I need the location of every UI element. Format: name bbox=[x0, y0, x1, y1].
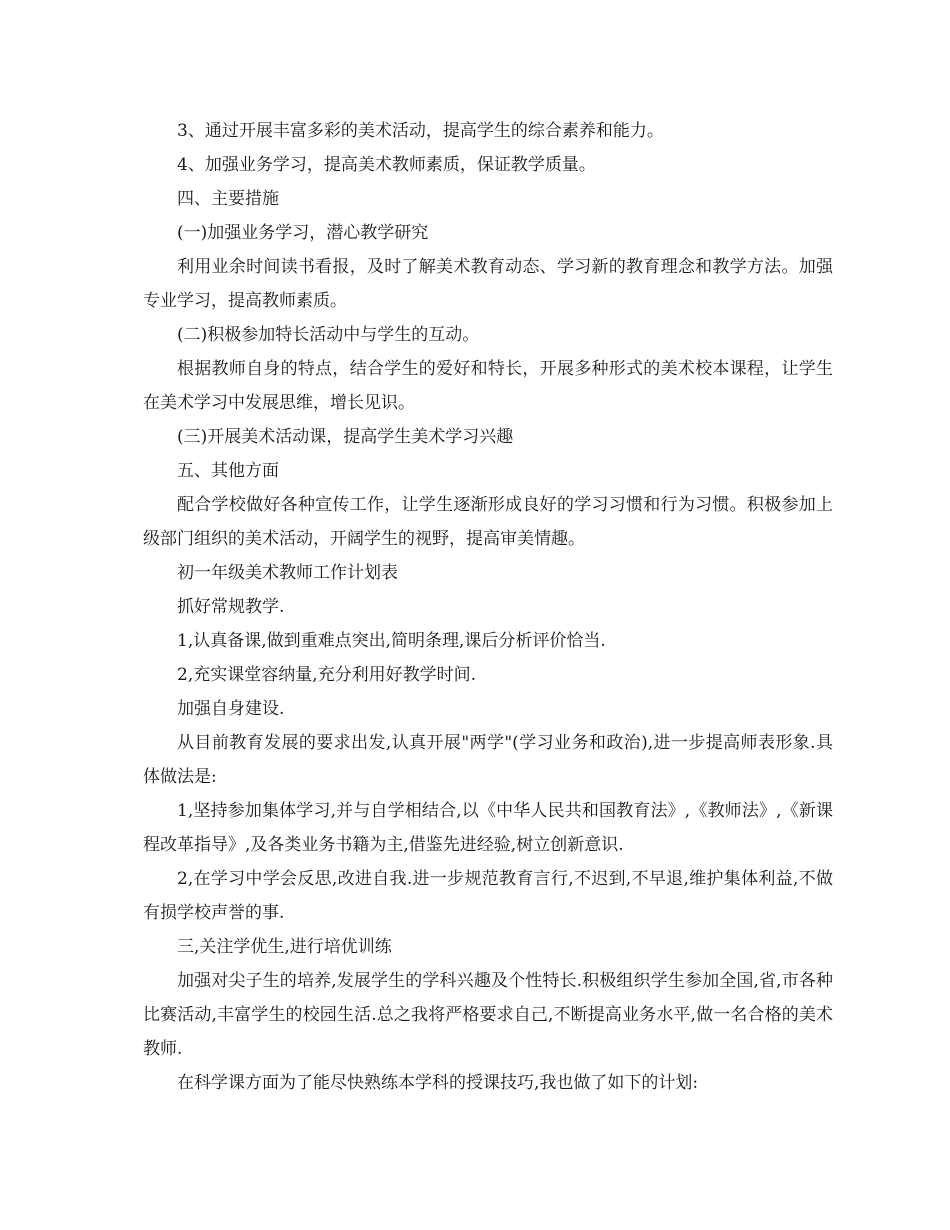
section-heading: 五、其他方面 bbox=[177, 461, 279, 481]
list-item: 2,在学习中学会反思,改进自我.进一步规范教育言行,不迟到,不早退,维护集体利益,不做有损学校声誉的事. bbox=[143, 869, 833, 923]
list-item: 1,坚持参加集体学习,并与自学相结合,以《中华人民共和国教育法》,《教师法》,《新课程改革指导》,及各类业务书籍为主,借鉴先进经验,树立创新意识. bbox=[143, 801, 833, 855]
subsection-heading: (一)加强业务学习，潜心教学研究 bbox=[177, 223, 429, 243]
paragraph: 配合学校做好各种宣传工作，让学生逐渐形成良好的学习习惯和行为习惯。积极参加上级部门组织的美术活动，开阔学生的视野，提高审美情趣。 bbox=[143, 495, 833, 549]
paragraph: 抓好常规教学. bbox=[177, 597, 285, 617]
subsection-heading: (二)积极参加特长活动中与学生的互动。 bbox=[177, 325, 480, 345]
paragraph: 根据教师自身的特点，结合学生的爱好和特长，开展多种形式的美术校本课程，让学生在美术学习中发展思维，增长见识。 bbox=[143, 359, 833, 413]
document-body bbox=[143, 114, 833, 1100]
section-heading: 三,关注学优生,进行培优训练 bbox=[177, 937, 392, 957]
paragraph: 4、加强业务学习，提高美术教师素质，保证教学质量。 bbox=[177, 155, 596, 175]
paragraph: 加强自身建设. bbox=[177, 699, 285, 719]
section-heading: 四、主要措施 bbox=[177, 189, 279, 209]
document-subtitle: 初一年级美术教师工作计划表 bbox=[177, 563, 398, 583]
paragraph: 3、通过开展丰富多彩的美术活动，提高学生的综合素养和能力。 bbox=[177, 121, 664, 141]
paragraph: 从目前教育发展的要求出发,认真开展"两学"(学习业务和政治),进一步提高师表形象.具体做法是: bbox=[143, 733, 833, 787]
paragraph: 加强对尖子生的培养,发展学生的学科兴趣及个性特长.积极组织学生参加全国,省,市各种比赛活动,丰富学生的校园生活.总之我将严格要求自己,不断提高业务水平,做一名合格的美术教师. bbox=[143, 971, 833, 1059]
list-item: 1,认真备课,做到重难点突出,简明条理,课后分析评价恰当. bbox=[177, 631, 606, 651]
paragraph: 在科学课方面为了能尽快熟练本学科的授课技巧,我也做了如下的计划: bbox=[177, 1073, 699, 1093]
paragraph: 利用业余时间读书看报，及时了解美术教育动态、学习新的教育理念和教学方法。加强专业学习，提高教师素质。 bbox=[143, 257, 833, 311]
subsection-heading: (三)开展美术活动课，提高学生美术学习兴趣 bbox=[177, 427, 514, 447]
list-item: 2,充实课堂容纳量,充分利用好教学时间. bbox=[177, 665, 477, 685]
